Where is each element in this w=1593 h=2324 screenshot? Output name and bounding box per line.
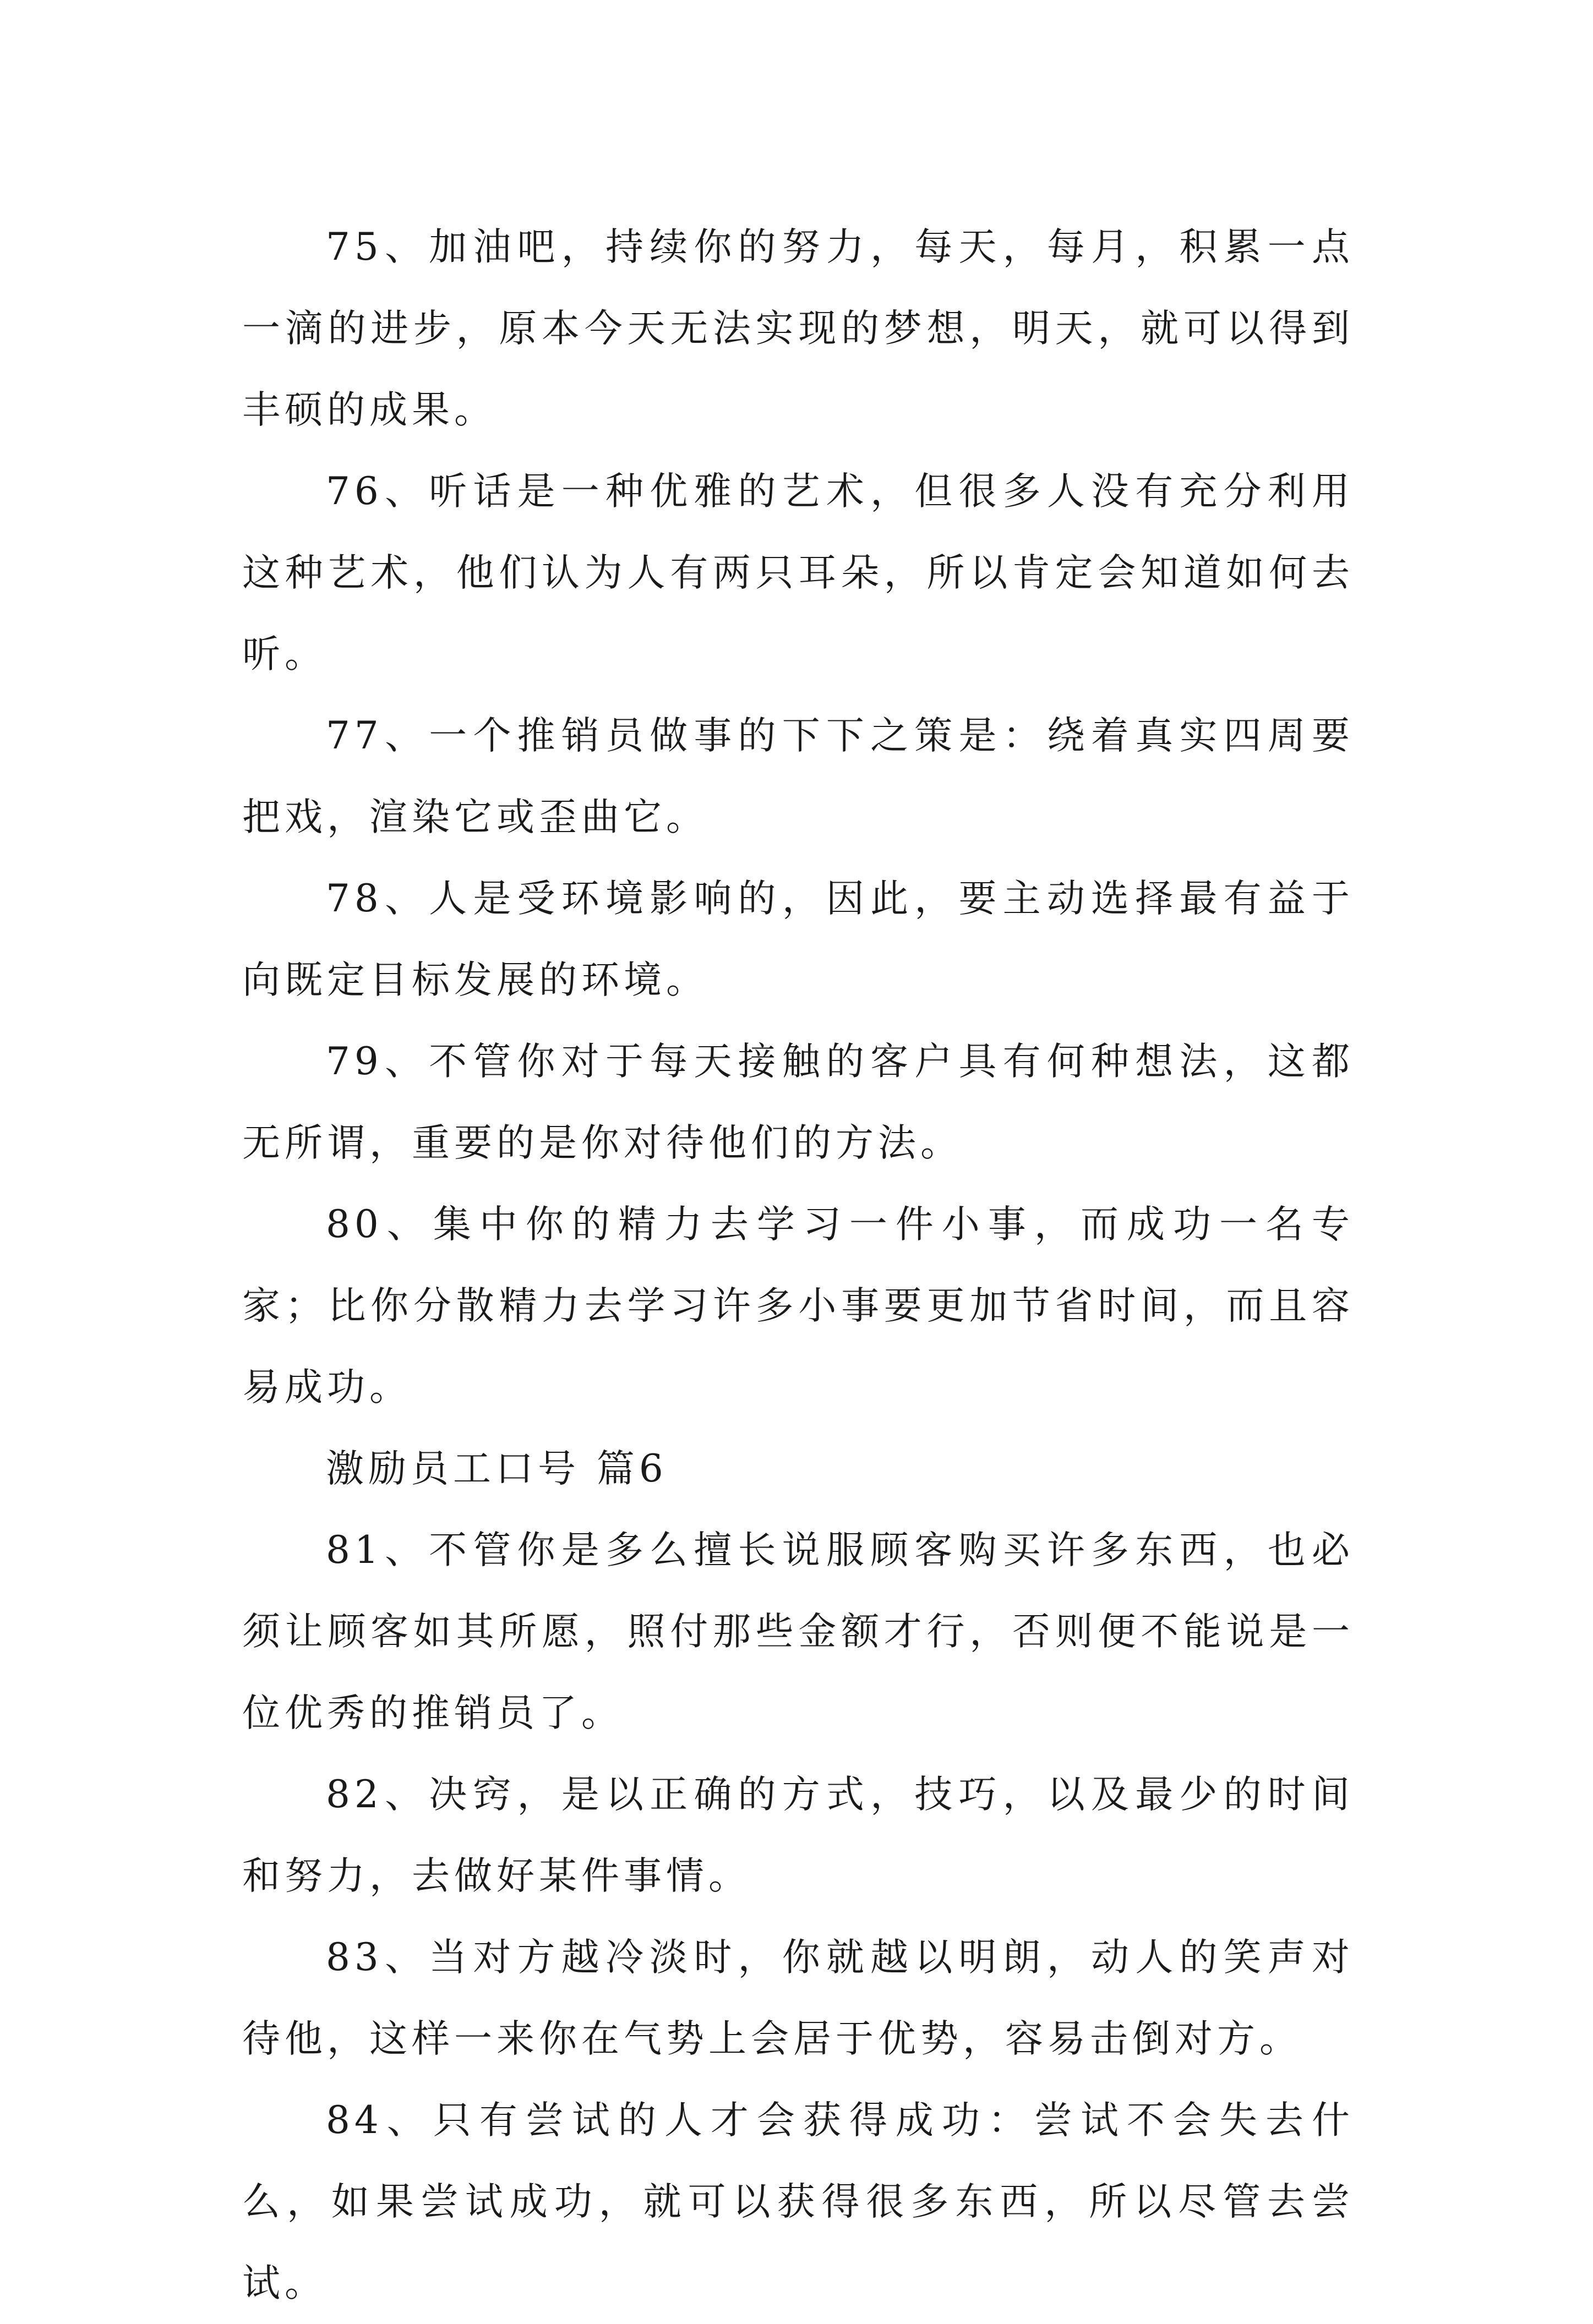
paragraph-75: 75、加油吧，持续你的努力，每天，每月，积累一点一滴的进步，原本今天无法实现的梦想，明天，就可以得到丰硕的成果。 [242, 225, 1354, 432]
document-body [242, 206, 1354, 2324]
paragraph-77: 77、一个推销员做事的下下之策是：绕着真实四周要把戏，渲染它或歪曲它。 [242, 714, 1354, 839]
paragraph-80: 80、集中你的精力去学习一件小事，而成功一名专家；比你分散精力去学习许多小事要更加节省时间，而且容易成功。 [242, 1202, 1354, 1409]
paragraph-82: 82、决窍，是以正确的方式，技巧，以及最少的时间和努力，去做好某件事情。 [242, 1773, 1354, 1898]
paragraph-84: 84、只有尝试的人才会获得成功：尝试不会失去什么，如果尝试成功，就可以获得很多东西，所以尽管去尝试。 [242, 2098, 1354, 2305]
paragraph-81: 81、不管你是多么擅长说服顾客购买许多东西，也必须让顾客如其所愿，照付那些金额才行，否则便不能说是一位优秀的推销员了。 [242, 1528, 1354, 1735]
paragraph-78: 78、人是受环境影响的，因此，要主动选择最有益于向既定目标发展的环境。 [242, 877, 1354, 1002]
paragraph-79: 79、不管你对于每天接触的客户具有何种想法，这都无所谓，重要的是你对待他们的方法。 [242, 1040, 1354, 1165]
paragraph-83: 83、当对方越冷淡时，你就越以明朗，动人的笑声对待他，这样一来你在气势上会居于优势，容易击倒对方。 [242, 1935, 1354, 2061]
section-heading: 激励员工口号 篇6 [326, 1447, 668, 1491]
paragraph-76: 76、听话是一种优雅的艺术，但很多人没有充分利用这种艺术，他们认为人有两只耳朵，所以肯定会知道如何去听。 [242, 469, 1354, 676]
